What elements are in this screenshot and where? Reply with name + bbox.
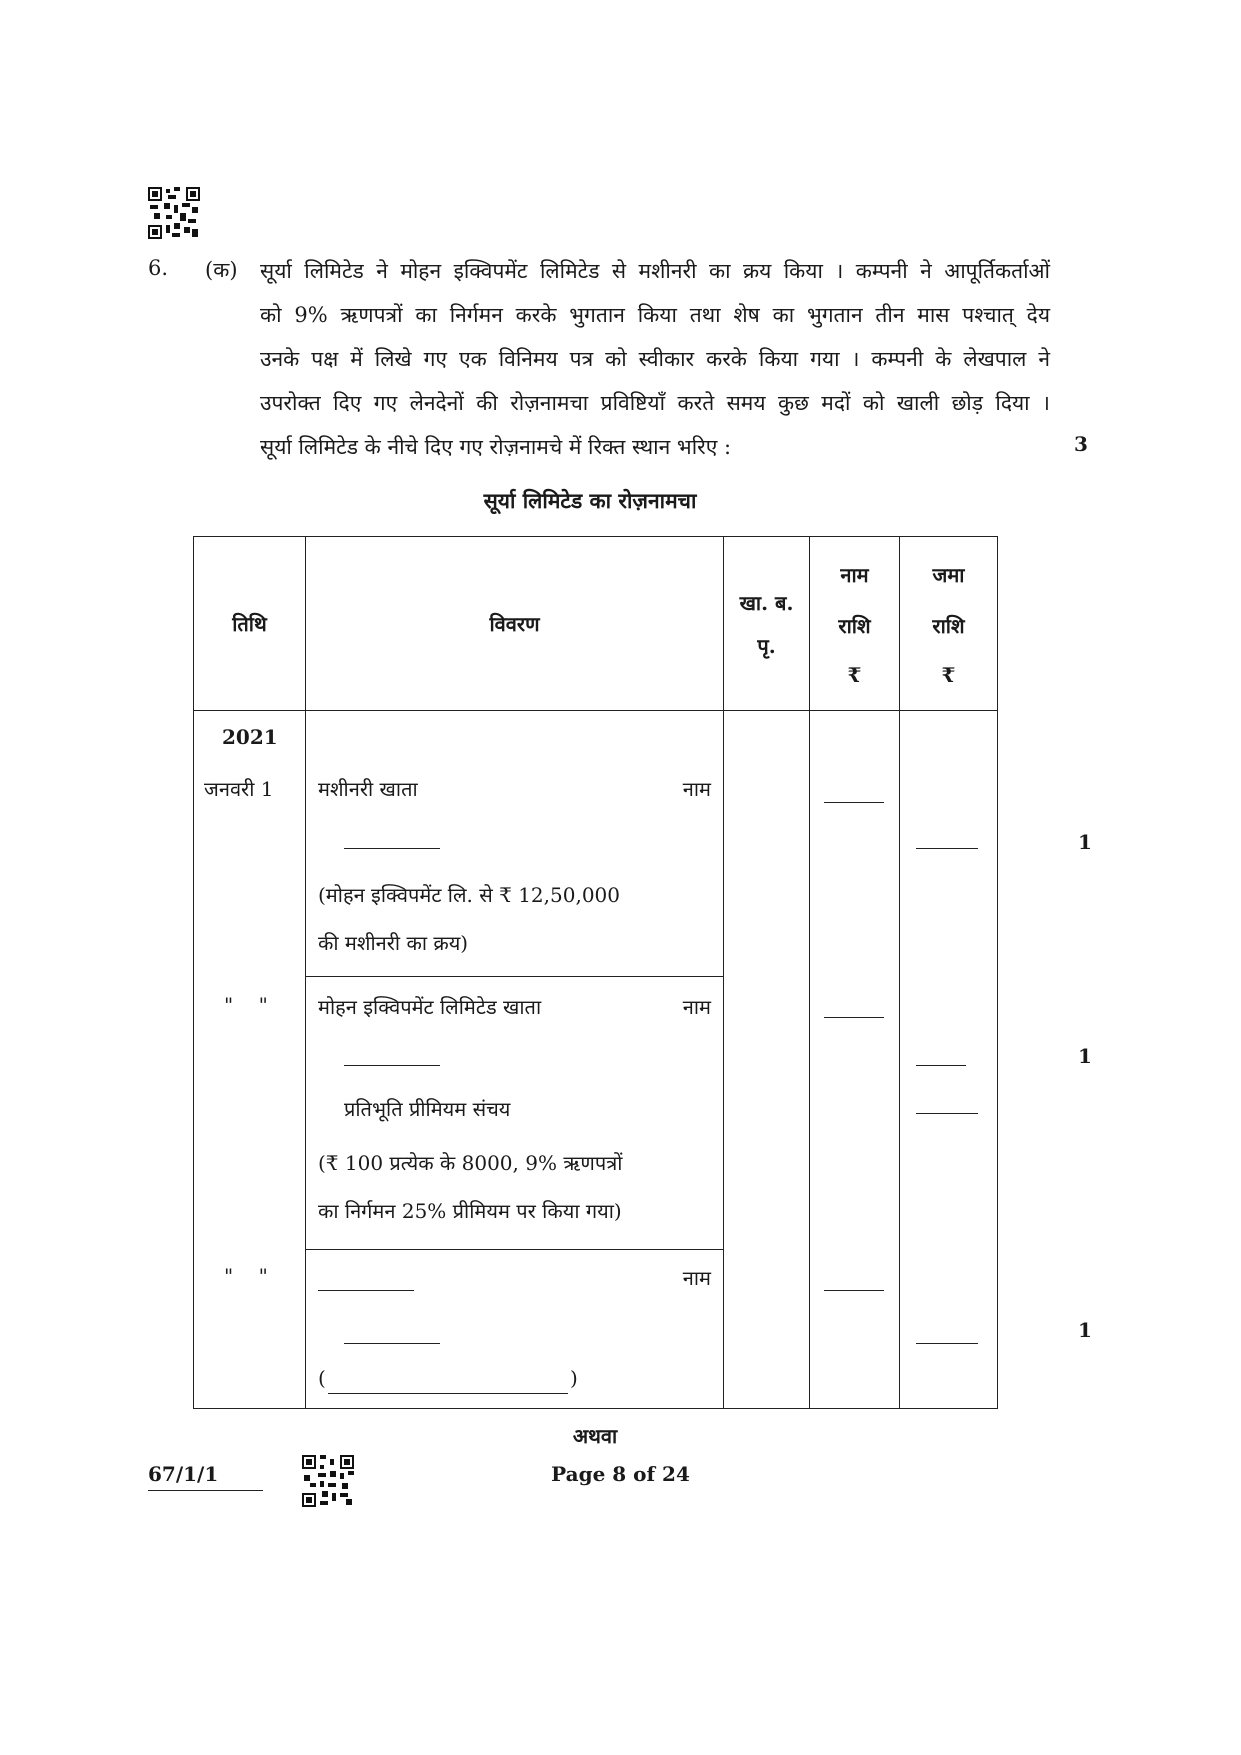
or-label: अथवा <box>572 1424 618 1448</box>
entry-3-close-paren: ) <box>570 1366 578 1390</box>
entry-3-credit-blank[interactable] <box>916 1343 978 1344</box>
paper-code-underline <box>148 1490 263 1491</box>
entry-2-credit-account-2: प्रतिभूति प्रीमियम संचय <box>344 1097 511 1121</box>
entry-1-narration-2: की मशीनरी का क्रय) <box>318 931 469 955</box>
entry-2-credit-account-blank[interactable] <box>344 1065 440 1066</box>
journal-title: सूर्या लिमिटेड का रोज़नामचा <box>483 488 697 513</box>
entry-1-dr: नाम <box>682 777 711 801</box>
entry-3-lf <box>724 1250 810 1409</box>
entry-1-debit-amount-cell <box>810 711 900 977</box>
journal-entry-2 <box>194 977 998 1250</box>
entry-3-narration-blank[interactable] <box>328 1393 568 1394</box>
entry-1-date-cell <box>194 711 306 977</box>
entry-2-marks: 1 <box>1078 1044 1092 1068</box>
question-line-5: सूर्या लिमिटेड के नीचे दिए गए रोज़नामचे में रिक्त स्थान भरिए : <box>260 435 732 459</box>
journal-entry-1 <box>194 711 998 977</box>
journal-entry-3 <box>194 1250 998 1409</box>
entry-2-dr: नाम <box>682 995 711 1019</box>
entry-3-debit-account-blank[interactable] <box>318 1290 414 1291</box>
header-credit: जमा राशि ₹ <box>900 537 998 711</box>
qr-code-top <box>148 187 200 239</box>
entry-3-credit-account-blank[interactable] <box>344 1343 440 1344</box>
journal-header-row <box>194 537 998 711</box>
header-lf: खा. ब. पृ. <box>724 537 810 711</box>
question-number: 6. <box>148 256 169 280</box>
entry-1-narration-1: (मोहन इक्विपमेंट लि. से ₹ 12,50,000 <box>318 883 620 907</box>
entry-2-debit-amount-cell <box>810 977 900 1250</box>
entry-1-debit-blank[interactable] <box>824 802 884 803</box>
entry-1-credit-amount-cell <box>900 711 998 977</box>
entry-2-lf <box>724 977 810 1250</box>
entry-2-particulars <box>306 977 724 1250</box>
paper-code: 67/1/1 <box>148 1462 219 1486</box>
entry-3-particulars <box>306 1250 724 1409</box>
entry-1-particulars <box>306 711 724 977</box>
journal-table <box>193 536 998 1409</box>
question-text <box>260 249 1050 469</box>
year-label: 2021 <box>222 725 278 749</box>
entry-3-debit-amount-cell <box>810 1250 900 1409</box>
entry-3-date: " " <box>224 1263 268 1288</box>
entry-2-credit-amount-cell <box>900 977 998 1250</box>
question-line-4: उपरोक्त दिए गए लेनदेनों की रोज़नामचा प्रविष्टियाँ करते समय कुछ मदों को खाली छोड़ दिया । <box>260 391 1050 415</box>
page-number: Page 8 of 24 <box>551 1462 690 1486</box>
entry-2-credit-blank-1[interactable] <box>916 1065 966 1066</box>
question-line-2: को 9% ऋणपत्रों का निर्गमन करके भुगतान किया तथा शेष का भुगतान तीन मास पश्चात् देय <box>260 303 1050 327</box>
question-marks: 3 <box>1074 432 1088 456</box>
entry-2-date: " " <box>224 992 268 1017</box>
entry-1-debit-account: मशीनरी खाता <box>318 777 418 801</box>
entry-3-debit-blank[interactable] <box>824 1290 884 1291</box>
entry-2-narration-2: का निर्गमन 25% प्रीमियम पर किया गया) <box>318 1199 622 1223</box>
question-line-3: उनके पक्ष में लिखे गए एक विनिमय पत्र को स्वीकार करके किया गया । कम्पनी के लेखपाल ने <box>260 347 1050 371</box>
entry-1-lf <box>724 711 810 977</box>
entry-2-credit-blank-2[interactable] <box>916 1113 978 1114</box>
entry-2-date-cell <box>194 977 306 1250</box>
entry-1-credit-account-blank[interactable] <box>344 848 440 849</box>
entry-2-debit-account: मोहन इक्विपमेंट लिमिटेड खाता <box>318 995 542 1019</box>
entry-3-credit-amount-cell <box>900 1250 998 1409</box>
header-debit: नाम राशि ₹ <box>810 537 900 711</box>
question-sub-label: (क) <box>205 258 238 282</box>
header-date: तिथि <box>194 537 306 711</box>
entry-1-date: जनवरी 1 <box>204 777 274 801</box>
entry-2-debit-blank[interactable] <box>824 1017 884 1018</box>
header-particulars: विवरण <box>306 537 724 711</box>
entry-1-credit-blank[interactable] <box>916 848 978 849</box>
entry-3-date-cell <box>194 1250 306 1409</box>
entry-3-open-paren: ( <box>318 1366 326 1390</box>
entry-3-marks: 1 <box>1078 1318 1092 1342</box>
question-line-1: सूर्या लिमिटेड ने मोहन इक्विपमेंट लिमिटेड से मशीनरी का क्रय किया । कम्पनी ने आपूर्तिकर्ताओं <box>260 259 1050 283</box>
entry-1-marks: 1 <box>1078 830 1092 854</box>
entry-2-narration-1: (₹ 100 प्रत्येक के 8000, 9% ऋणपत्रों <box>318 1151 623 1175</box>
entry-3-dr: नाम <box>682 1266 711 1290</box>
